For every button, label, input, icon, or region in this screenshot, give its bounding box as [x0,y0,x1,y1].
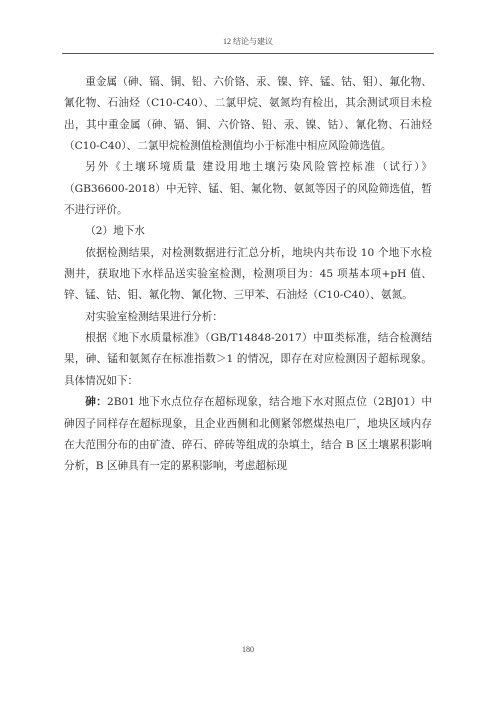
document-body [64,72,432,478]
arsenic-lead-term: 砷： [85,396,107,409]
paragraph-groundwater-sampling: 依据检测结果，对检测数据进行汇总分析，地块内共布设 10 个地下水检测井，获取地下水样品送实验室检测，检测项目为：45 项基本项+pH 值、锌、锰、钴、钼、氟化物、氰化物、三甲苯、石油烃（C10-C40）、氨氮。 [64,246,432,302]
arsenic-paragraph-text: 2B01 地下水点位存在超标现象，结合地下水对照点位（2BJ01）中砷因子同样存在超标现象，且企业西侧和北侧紧邻燃煤热电厂，地块区域内存在大范围分布的由矿渣、碎石、碎砖等组成的杂填土，结合 B 区土壤累积影响分析，B 区砷具有一定的累积影响，考虑超标现 [64,396,433,473]
header-divider [62,53,434,54]
paragraph-gbt14848-standard: 根据《地下水质量标准》（GB/T14848-2017）中Ⅲ类标准，结合检测结果，砷、锰和氨氮存在标准指数＞1 的情况，即存在对应检测因子超标现象。具体情况如下： [64,332,432,387]
running-header: 12 结论与建议 [223,37,273,46]
paragraph-lab-analysis-intro: 对实验室检测结果进行分析： [85,310,223,323]
paragraph-arsenic [64,392,432,477]
paragraph-gb36600-note: 另外《土壤环境质量 建设用地土壤污染风险管控标准（试行）》（GB36600-2018）中无锌、锰、钼、氟化物、氨氮等因子的风险筛选值，暂不进行评价。 [64,161,432,217]
paragraph-soil-heavy-metals: 重金属（砷、镉、铜、铅、六价铬、汞、镍、锌、锰、钴、钼）、氟化物、氰化物、石油烃（C10-C40）、二氯甲烷、氨氮均有检出，其余测试项目未检出，其中重金属（砷、镉、铜、六价铬、铅、汞、镍、钴）、氰化物、石油烃（C10-C40）、二氯甲烷检测值检测值均小于标准中相应风险筛选值。 [64,76,432,153]
section-heading-groundwater: （2）地下水 [85,225,145,238]
page-number: 180 [242,645,254,654]
